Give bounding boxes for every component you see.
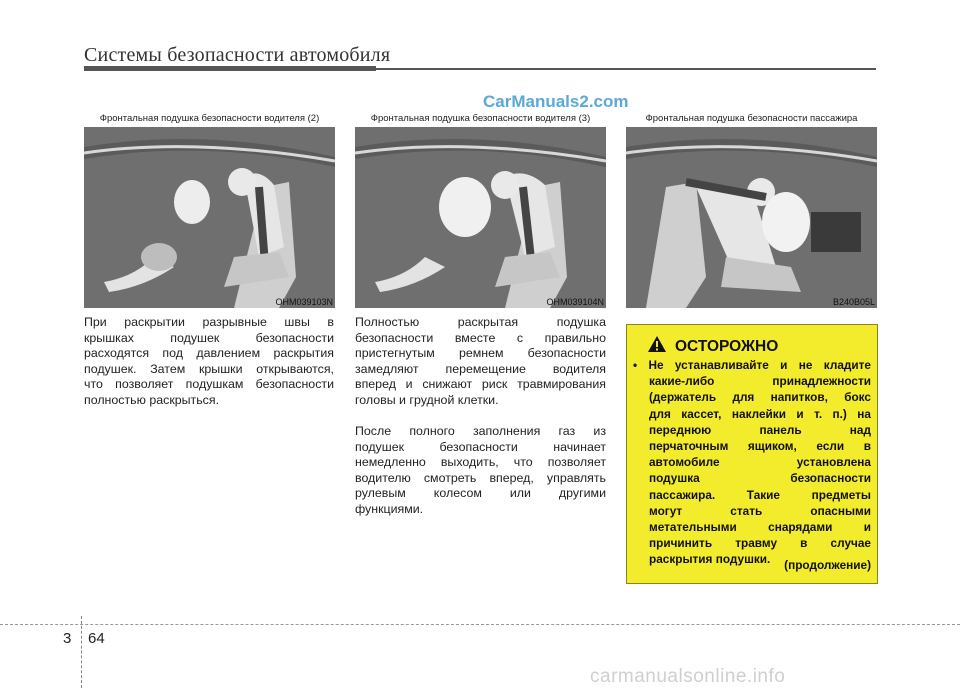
warning-continued: (продолжение) — [784, 558, 871, 572]
warning-line: автомобиле установлена — [649, 455, 871, 470]
warning-header — [647, 335, 778, 358]
warning-icon — [647, 335, 667, 358]
watermark-bottom: carmanualsonline.info — [590, 666, 786, 687]
warning-line: причинить травму в случае — [649, 536, 871, 551]
paragraph-col2-1 — [355, 315, 606, 409]
footer-rule — [0, 624, 960, 626]
figure-illustration — [355, 127, 606, 308]
figure-passenger-airbag — [626, 112, 877, 308]
figure-illustration — [626, 127, 877, 308]
figure-driver-airbag-3 — [355, 112, 606, 308]
text-line: замедляют перемещение водителя — [355, 361, 606, 376]
warning-line: метательными снарядами и — [649, 520, 871, 535]
text-line: безопасности вместе с правильно — [355, 330, 606, 345]
warning-line: могут стать опасными — [649, 503, 871, 518]
header-rule-thin — [376, 68, 876, 70]
text-line: подушек безопасности начинает — [355, 439, 606, 454]
header-rule-thick — [84, 66, 376, 71]
figure-caption: Фронтальная подушка безопасности водителя (2) — [99, 113, 320, 124]
warning-title: ОСТОРОЖНО — [675, 337, 779, 355]
text-line: головы и грудной клетки. — [355, 392, 499, 407]
text-line: водителю смотреть вперед, управлять — [355, 470, 606, 485]
warning-line: • Не устанавливайте и не кладите — [633, 358, 871, 372]
figure-caption: Фронтальная подушка безопасности водителя (3) — [370, 113, 591, 124]
text-line: вперед и снижают риск травмирования — [355, 377, 606, 392]
text-line: расходятся под давлением раскрытия — [84, 346, 334, 361]
figure-caption: Фронтальная подушка безопасности пассажира — [645, 113, 858, 124]
text-line: подушек. Затем крышки открываются, — [84, 361, 334, 376]
section-number: 3 — [63, 630, 72, 647]
text-line: полностью раскрыться. — [84, 392, 220, 407]
text-line: При раскрытии разрывные швы в — [84, 315, 334, 329]
warning-line: переднюю панель над — [649, 422, 871, 437]
watermark-top: CarManuals2.com — [483, 92, 629, 111]
page-header-title: Системы безопасности автомобиля — [84, 44, 391, 66]
text-line: крышках подушек безопасности — [84, 330, 334, 345]
page-number: 64 — [88, 630, 105, 647]
warning-line: (держатель для напитков, бокс — [649, 390, 871, 405]
warning-line: пассажира. Такие предметы — [649, 487, 871, 502]
warning-line: перчаточным ящиком, если в — [649, 439, 871, 454]
warning-line: какие-либо принадлежности — [649, 374, 871, 389]
warning-box — [626, 324, 878, 584]
figure-code: B240B05L — [832, 297, 875, 307]
text-line: функциями. — [355, 501, 424, 516]
warning-line: для кассет, наклейки и т. п.) на — [649, 406, 871, 421]
text-line: После полного заполнения газ из — [355, 424, 606, 438]
page-number-divider — [81, 616, 83, 688]
text-line: пристегнутым ремнем безопасности — [355, 346, 606, 361]
figure-code: OHM039103N — [275, 297, 333, 307]
warning-line: подушка безопасности — [649, 471, 871, 486]
text-line: немедленно выходить, что позволяет — [355, 455, 606, 470]
warning-body — [633, 357, 871, 568]
figure-code: OHM039104N — [546, 297, 604, 307]
text-line: рулевым колесом или другими — [355, 486, 606, 501]
text-line: Полностью раскрытая подушка — [355, 315, 606, 329]
figure-driver-airbag-2 — [84, 112, 335, 308]
paragraph-col1 — [84, 315, 334, 409]
figure-illustration — [84, 127, 335, 308]
warning-line: раскрытия подушки. — [649, 552, 771, 567]
paragraph-col2-2 — [355, 424, 606, 518]
text-line: что позволяет подушкам безопасности — [84, 377, 334, 392]
